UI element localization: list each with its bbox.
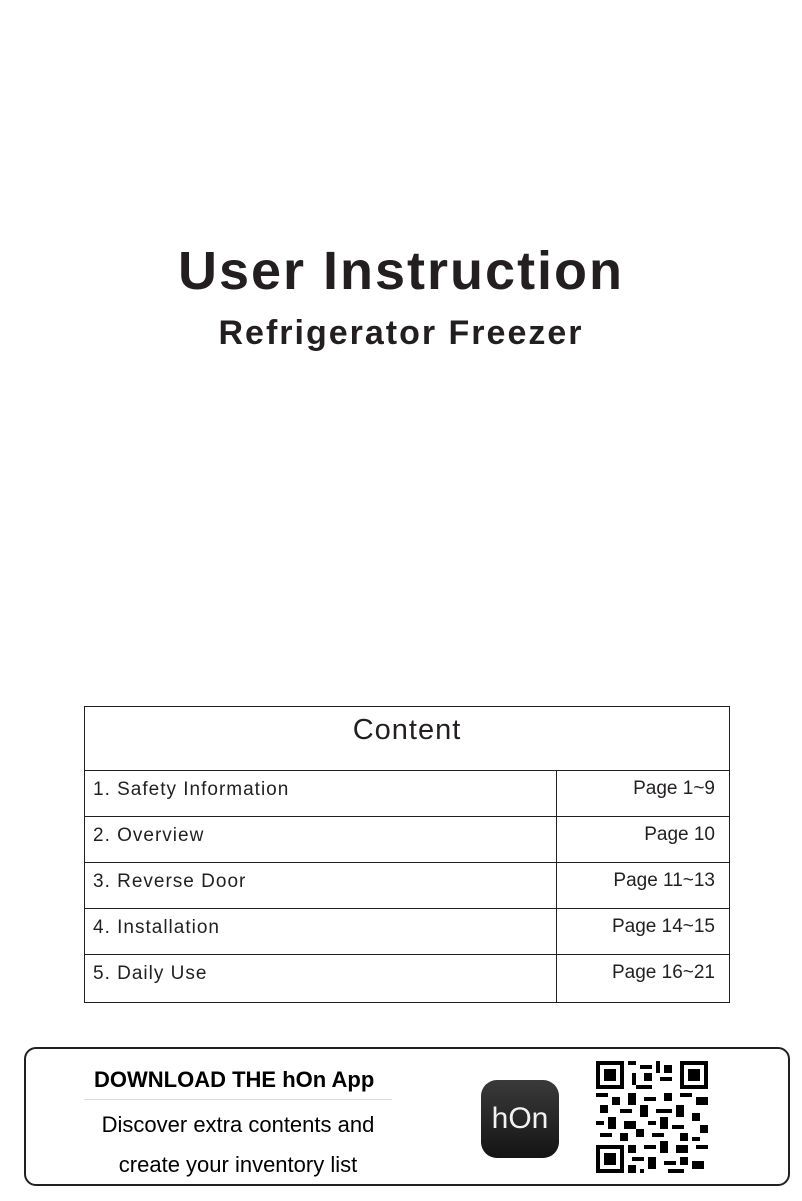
toc-label: 1. Safety Information xyxy=(85,771,557,816)
toc-page-range: Page 16~21 xyxy=(611,962,715,983)
toc-row-daily-use xyxy=(85,955,729,1002)
download-title: DOWNLOAD THE hOn App xyxy=(94,1067,375,1092)
toc-label: 4. Installation xyxy=(85,909,557,954)
description-line: create your inventory list xyxy=(118,1152,358,1177)
download-description xyxy=(84,1105,392,1185)
toc-label: 2. Overview xyxy=(85,817,557,862)
toc-row-overview xyxy=(85,817,729,863)
description-line: Discover extra contents and xyxy=(101,1112,375,1137)
toc-page-range: Page 11~13 xyxy=(613,870,715,891)
contents-table xyxy=(84,706,730,1003)
qr-code-icon xyxy=(596,1061,708,1173)
toc-row-reverse-door xyxy=(85,863,729,909)
document-title: User Instruction xyxy=(177,241,625,301)
toc-page-range: Page 14~15 xyxy=(611,916,715,937)
toc-label: 5. Daily Use xyxy=(85,955,557,1002)
toc-page-range: Page 1~9 xyxy=(633,778,715,799)
divider xyxy=(84,1099,392,1100)
toc-page-range: Page 10 xyxy=(644,824,715,845)
document-subtitle: Refrigerator Freezer xyxy=(218,314,584,352)
app-download-banner xyxy=(24,1047,790,1186)
toc-row-installation xyxy=(85,909,729,955)
toc-label: 3. Reverse Door xyxy=(85,863,557,908)
hon-app-icon: hOn xyxy=(481,1080,559,1158)
contents-heading: Content xyxy=(85,707,729,771)
toc-row-safety xyxy=(85,771,729,817)
